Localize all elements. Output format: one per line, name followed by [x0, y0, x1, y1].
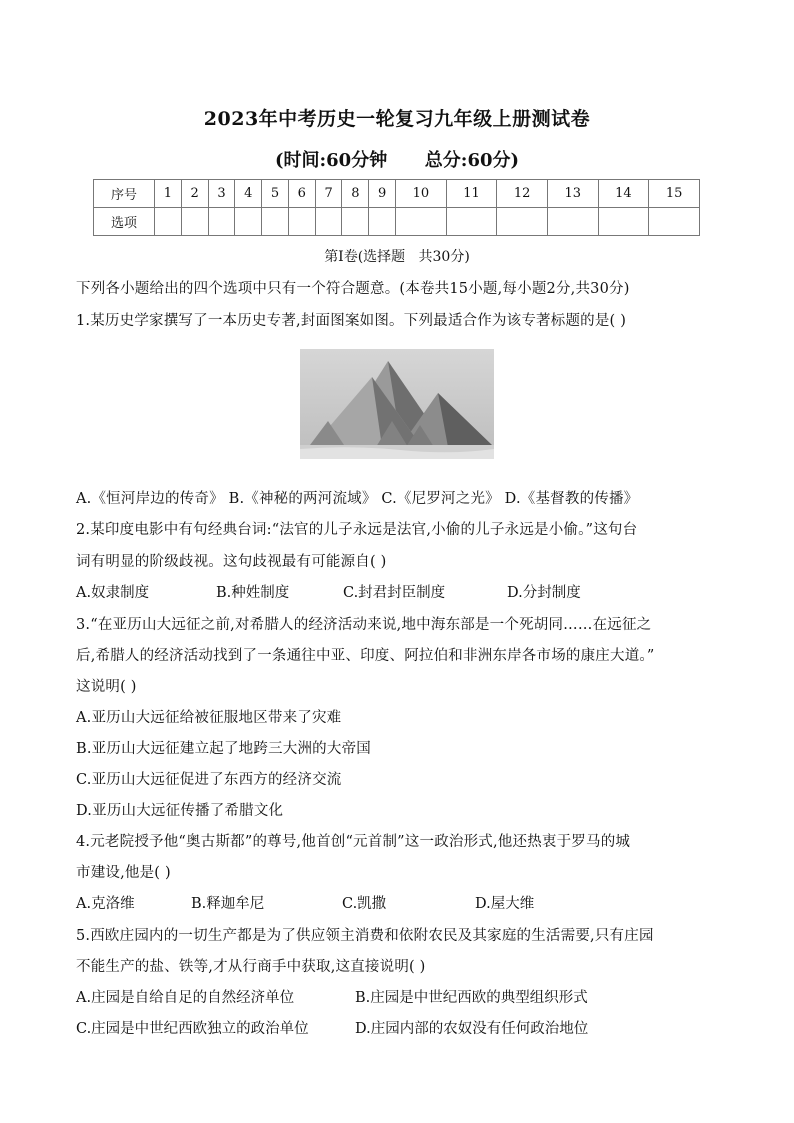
q1-stem: 1.某历史学家撰写了一本历史专著,封面图案如图。下列最适合作为该专著标题的是( ) [76, 313, 627, 329]
q3-option-a: A.亚历山大远征给被征服地区带来了灾难 [76, 710, 342, 726]
q5-stem-line2: 不能生产的盐、铁等,才从行商手中获取,这直接说明( ) [76, 959, 426, 975]
answer-cell[interactable] [649, 208, 700, 236]
answer-number: 11 [446, 180, 497, 208]
section-instruction: 下列各小题给出的四个选项中只有一个符合题意。(本卷共15小题,每小题2分,共30分) [76, 281, 630, 297]
answer-cell[interactable] [288, 208, 315, 236]
q5-option-c: C.庄园是中世纪西欧独立的政治单位 [76, 1021, 309, 1037]
q4-option-d: D.屋大维 [475, 896, 535, 912]
answer-number: 15 [649, 180, 700, 208]
answer-table-number-row [94, 180, 700, 208]
answer-cell[interactable] [208, 208, 235, 236]
q2-option-a: A.奴隶制度 [76, 585, 150, 601]
q4-option-a: A.克洛维 [76, 896, 135, 912]
q5-option-a: A.庄园是自给自足的自然经济单位 [76, 990, 295, 1006]
answer-cell[interactable] [181, 208, 208, 236]
q5-stem-line1: 5.西欧庄园内的一切生产都是为了供应领主消费和依附农民及其家庭的生活需要,只有庄园 [76, 928, 654, 944]
exam-subtitle: (时间:60分钟 总分:60分) [274, 150, 520, 171]
answer-table-choice-row [94, 208, 700, 236]
q2-option-b: B.种姓制度 [216, 585, 290, 601]
q3-stem-line3: 这说明( ) [76, 679, 137, 695]
answer-number: 6 [288, 180, 315, 208]
q3-option-d: D.亚历山大远征传播了希腊文化 [76, 803, 284, 819]
answer-number: 5 [262, 180, 289, 208]
answer-number: 8 [342, 180, 369, 208]
answer-number: 13 [547, 180, 598, 208]
answer-table-row1-label: 序号 [94, 180, 155, 208]
answer-number: 1 [155, 180, 182, 208]
q1-options: A.《恒河岸边的传奇》 B.《神秘的两河流域》 C.《尼罗河之光》 D.《基督教的传播》 [76, 491, 639, 507]
answer-cell[interactable] [342, 208, 369, 236]
answer-cell[interactable] [598, 208, 649, 236]
answer-number: 4 [235, 180, 262, 208]
answer-cell[interactable] [497, 208, 548, 236]
q4-option-b: B.释迦牟尼 [191, 896, 265, 912]
answer-table-row2-label: 选项 [94, 208, 155, 236]
q3-option-b: B.亚历山大远征建立起了地跨三大洲的大帝国 [76, 741, 371, 757]
q2-option-d: D.分封制度 [507, 585, 581, 601]
q4-stem-line2: 市建设,他是( ) [76, 865, 171, 881]
answer-number: 3 [208, 180, 235, 208]
q4-option-c: C.凯撒 [342, 896, 387, 912]
q2-stem-line1: 2.某印度电影中有句经典台词:“法官的儿子永远是法官,小偷的儿子永远是小偷。”这句台 [76, 522, 638, 538]
answer-cell[interactable] [547, 208, 598, 236]
answer-number: 9 [369, 180, 396, 208]
answer-number: 10 [396, 180, 447, 208]
answer-table [93, 179, 700, 236]
q3-stem-line1: 3.“在亚历山大远征之前,对希腊人的经济活动来说,地中海东部是一个死胡同……在远征之 [76, 617, 652, 633]
answer-number: 12 [497, 180, 548, 208]
q4-options [76, 892, 534, 913]
q4-stem-line1: 4.元老院授予他“奥古斯都”的尊号,他首创“元首制”这一政治形式,他还热衷于罗马的城 [76, 834, 631, 850]
section-title: 第Ⅰ卷(选择题 共30分) [324, 249, 470, 265]
answer-number: 14 [598, 180, 649, 208]
q2-options [76, 581, 581, 602]
q5-option-d: D.庄园内部的农奴没有任何政治地位 [355, 1021, 589, 1037]
q5-options-row2 [76, 1017, 588, 1038]
q3-option-c: C.亚历山大远征促进了东西方的经济交流 [76, 772, 342, 788]
answer-cell[interactable] [369, 208, 396, 236]
answer-cell[interactable] [235, 208, 262, 236]
answer-cell[interactable] [446, 208, 497, 236]
exam-title: 2023年中考历史一轮复习九年级上册测试卷 [203, 108, 591, 130]
q2-stem-line2: 词有明显的阶级歧视。这句歧视最有可能源自( ) [76, 554, 387, 570]
answer-cell[interactable] [155, 208, 182, 236]
q3-stem-line2: 后,希腊人的经济活动找到了一条通往中亚、印度、阿拉伯和非洲东岸各市场的康庄大道。” [76, 648, 655, 664]
answer-number: 2 [181, 180, 208, 208]
q5-options-row1 [76, 986, 588, 1007]
answer-cell[interactable] [262, 208, 289, 236]
answer-number: 7 [315, 180, 342, 208]
answer-cell[interactable] [315, 208, 342, 236]
q2-option-c: C.封君封臣制度 [343, 585, 446, 601]
answer-cell[interactable] [396, 208, 447, 236]
pyramids-image [300, 349, 494, 459]
q5-option-b: B.庄园是中世纪西欧的典型组织形式 [355, 990, 588, 1006]
